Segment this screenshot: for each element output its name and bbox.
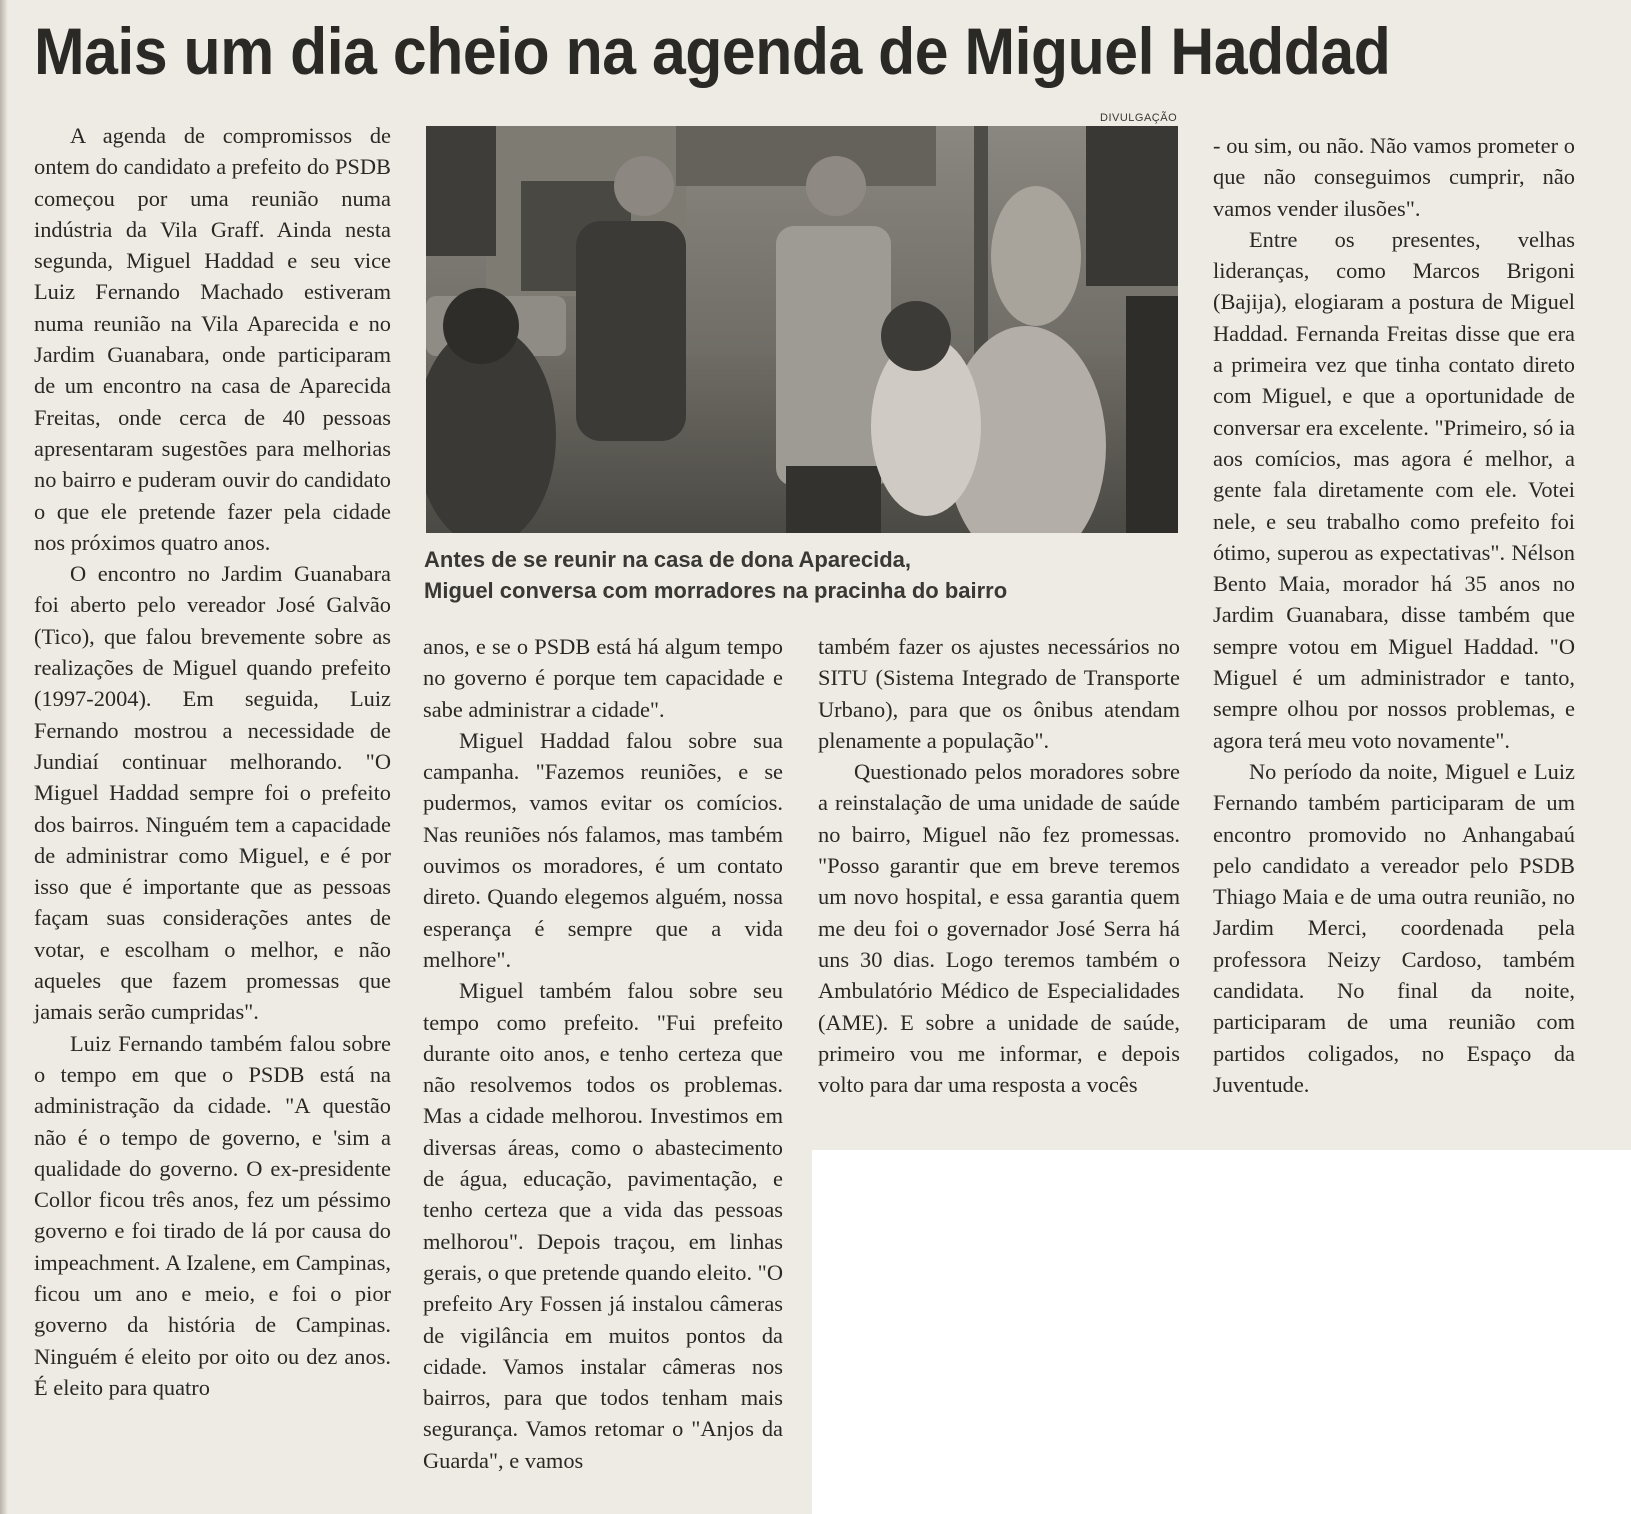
headline: Mais um dia cheio na agenda de Miguel Haddad [34,14,1391,88]
paragraph: Luiz Fernando também falou sobre o tempo em que o PSDB está na administração da cidade. "A questão não é o tempo de governo, e 'sim a qualidade do governo. O ex-presidente Collor ficou três anos, fez um péssimo governo e foi tirado de lá por causa do impeachment. A Izalene, em Campinas, ficou um ano e meio, e foi o pior governo da história de Campinas. Ninguém é eleito por oito ou dez anos. É eleito para quatro [34,1030,391,1400]
paragraph: Miguel também falou sobre seu tempo como prefeito. "Fui prefeito durante oito anos, e tenho certeza que não resolvemos todos os problemas. Mas a cidade melhorou. Investimos em diversas áreas, como o abastecimento de água, educação, pavimentação, e tenho certeza que a vida das pessoas melhorou". Depois traçou, em linhas gerais, o que pretende quando eleito. "O prefeito Ary Fossen já instalou câmeras de vigilância em muitos pontos da cidade. Vamos instalar câmeras nos bairros, para que todos tenham mais segurança. Vamos retomar o "Anjos da Guarda", e vamos [423,978,783,1473]
paragraph: No período da noite, Miguel e Luiz Fernando também participaram de um encontro promovido no Anhangabaú pelo candidato a vereador pelo PSDB Thiago Maia e de uma outra reunião, no Jardim Merci, coordenada pela professora Neizy Cardoso, também candidata. No final da noite, participaram de uma reunião com partidos coligados, no Espaço da Juventude. [1213,758,1575,1097]
paragraph: Entre os presentes, velhas lideranças, como Marcos Brigoni (Bajija), elogiaram a postura de Miguel Haddad. Fernanda Freitas disse que era a primeira vez que tinha contato direto com Miguel, e que a oportunidade de conversar era excelente. "Primeiro, só ia aos comícios, mas agora é melhor, a gente fala diretamente com ele. Votei nele, e seu trabalho como prefeito foi ótimo, superou as expectativas". Nélson Bento Maia, morador há 35 anos no Jardim Guanabara, disse também que sempre votou em Miguel Haddad. "O Miguel é um administrador e tanto, sempre olhou por nossos problemas, e agora terá meu voto novamente". [1213,226,1575,753]
paragraph: Miguel Haddad falou sobre sua campanha. "Fazemos reuniões, e se pudermos, vamos evitar os comícios. Nas reuniões nós falamos, mas também ouvimos os moradores, é um contato direto. Quando elegemos alguém, nossa esperança é sempre que a vida melhore". [423,727,783,972]
caption-line: Antes de se reunir na casa de dona Aparecida, [424,547,912,572]
scan-edge-shadow [0,0,8,1514]
article-column-2 [423,631,783,1476]
photo-caption [424,544,1184,606]
news-photo [426,126,1178,533]
photo-credit: DIVULGAÇÃO [1100,112,1178,124]
article-column-1 [34,120,391,1403]
paragraph: - ou sim, ou não. Não vamos prometer o que não conseguimos cumprir, não vamos vender ilusões". [1213,133,1575,221]
article-column-3 [818,631,1180,1100]
paragraph: A agenda de compromissos de ontem do candidato a prefeito do PSDB começou por uma reunião numa indústria da Vila Graff. Ainda nesta segunda, Miguel Haddad e seu vice Luiz Fernando Machado estiveram numa reunião na Vila Aparecida e no Jardim Guanabara, onde participaram de um encontro na casa de Aparecida Freitas, onde cerca de 40 pessoas apresentaram sugestões para melhorias no bairro e puderam ouvir do candidato o que ele pretende fazer pela cidade nos próximos quatro anos. [34,123,391,555]
paragraph: também fazer os ajustes necessários no SITU (Sistema Integrado de Transporte Urbano), para que os ônibus atendam plenamente a população". [818,634,1180,753]
paragraph: Questionado pelos moradores sobre a reinstalação de uma unidade de saúde no bairro, Miguel não fez promessas. "Posso garantir que em breve teremos um novo hospital, e essa garantia quem me deu foi o governador José Serra há uns 30 dias. Logo teremos também o Ambulatório Médico de Especialidades (AME). E sobre a unidade de saúde, primeiro vou me informar, e depois volto para dar uma resposta a vocês [818,759,1180,1098]
paragraph: anos, e se o PSDB está há algum tempo no governo é porque tem capacidade e sabe administrar a cidade". [423,634,783,722]
photo-illustration [426,126,1178,533]
article-column-4 [1213,130,1575,1100]
caption-line: Miguel conversa com morradores na pracinha do bairro [424,578,1008,603]
paragraph: O encontro no Jardim Guanabara foi aberto pelo vereador José Galvão (Tico), que falou brevemente sobre as realizações de Miguel quando prefeito (1997-2004). Em seguida, Luiz Fernando mostrou a necessidade de Jundiaí continuar melhorando. "O Miguel Haddad sempre foi o prefeito dos bairros. Ninguém tem a capacidade de administrar como Miguel, e é por isso que é importante que as pessoas façam suas considerações antes de votar, e escolham o melhor, e não aqueles que fazem promessas que jamais serão cumpridas". [34,561,391,1025]
